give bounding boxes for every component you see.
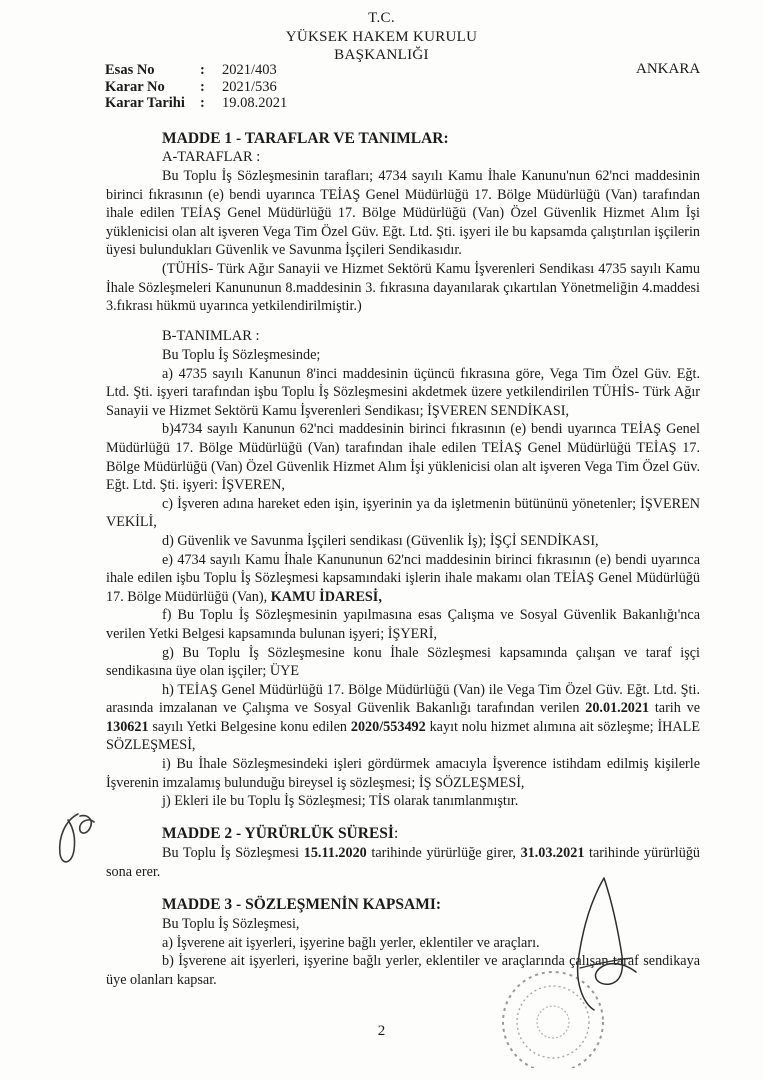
tarih-row [105,95,287,112]
definition-h-date: 20.01.2021 [585,700,650,717]
kapsam-a: a) İşverene ait işyerleri, işyerine bağlı yerler, eklentiler ve araçları. [162,934,540,951]
definition-h-number: 130621 [106,718,149,735]
madde1-title: MADDE 1 - TARAFLAR VE TANIMLAR: [162,130,449,147]
madde1-body [106,167,700,316]
kapsam-b: b) İşverene ait işyerleri, işyerine bağlı yerler, eklentiler ve araçlarında çalışan taraf sendikaya üye olanları kapsar. [106,953,700,988]
definition-e [106,551,700,607]
header-presidency: BAŞKANLIĞI [334,47,429,63]
karar-label: Karar No [105,78,165,95]
header-tc: T.C. [368,10,395,26]
madde2-title [162,825,398,843]
definition-d: d) Güvenlik ve Savunma İşçileri sendikası (Güvenlik İş); İŞÇİ SENDİKASI, [162,532,599,549]
taraflar-heading: A-TARAFLAR : [162,149,261,165]
tanimlar-intro: Bu Toplu İş Sözleşmesinde; [162,347,321,363]
madde2-body [106,844,700,881]
margin-initial-signature [48,806,108,872]
kapsam-intro: Bu Toplu İş Sözleşmesi, [162,916,300,932]
taraflar-paragraph: Bu Toplu İş Sözleşmesinin tarafları; 4734 sayılı Kamu İhale Kanunu'nun 62'nci maddesinin birinci fıkrasının (e) bendi uyarınca TEİAŞ Genel Müdürlüğü 17. Bölge Müdürlüğü (Van) tarafından ihale edilen TEİAŞ Genel Müdürlüğü 17. Bölge Müdürlüğü (Van) Özel Güvenlik Hizmet Alım İşi yüklenicisi olan alt işveren Vega Tim Özel Güv. Eğt. Ltd. Şti. işyeri ile bu kapsamda çalıştırılan işçilerin üyesi bulundukları Güvenlik ve Savunma İşçileri Sendikasıdır. [106,168,700,259]
definition-e-bold: KAMU İDARESİ, [267,588,382,605]
yururluk-text1: Bu Toplu İş Sözleşmesi [162,845,304,861]
page-number: 2 [377,1023,386,1039]
madde2-title-text: MADDE 2 - YÜRÜRLÜK SÜRESİ [162,825,394,842]
header-institution: YÜKSEK HAKEM KURULU [285,29,478,45]
definition-h-part1: h) TEİAŞ Genel Müdürlüğü 17. Bölge Müdürlüğü (Van) ile Vega Tim Özel Güv. Eğt. Ltd. Şti. arasında imzalanan ve Çalışma ve Sosyal Güvenlik Bakanlığı tarafından verilen [106,681,700,717]
yururluk-text3: tarihinde yürürlüğü sona erer. [106,845,701,880]
definition-h-part3: sayılı Yetki Belgesine konu edilen [148,718,351,735]
tarih-colon: : [200,95,205,111]
madde3-title: MADDE 3 - SÖZLEŞMENİN KAPSAMI: [162,896,442,913]
karar-value: 2021/536 [222,78,277,95]
definition-h-part4: kayıt nolu hizmet alımına ait sözleşme; İHALE SÖZLEŞMESİ, [106,718,700,754]
definition-g: g) Bu Toplu İş Sözleşmesine konu İhale Sözleşmesi kapsamında çalışan ve taraf işçi sendikasına üye olan işçiler; ÜYE [106,644,700,680]
definition-h-part2: tarih ve [649,700,701,717]
esas-value: 2021/403 [222,62,277,78]
esas-colon: : [200,62,205,78]
tarih-value: 19.08.2021 [222,95,288,111]
tuhis-paragraph: (TÜHİS- Türk Ağır Sanayii ve Hizmet Sektörü Kamu İşverenleri Sendikası 4735 sayılı Kamu İhale Sözleşmeleri Kanununun 8.maddesinin 3. fıkrasına dayanılarak çıkartılan Yönetmeliğin 4.maddesi 3.fıkrası hükmü uyarınca yetkilendirilmiştir.) [106,260,700,315]
madde3-body [106,915,700,989]
karar-row [105,79,287,96]
madde2-title-colon: : [393,825,399,842]
definition-h-record: 2020/553492 [350,718,426,735]
definition-i: i) Bu İhale Sözleşmesindeki işleri gördürmek amacıyla İşverence istihdam edilmiş kişilerle İşverenin imzalamış bulunduğu bireysel iş sözleşmesi; İŞ SÖZLEŞMESİ, [106,756,700,791]
case-meta [105,62,287,112]
yururluk-end-date: 31.03.2021 [520,845,585,861]
definition-f: f) Bu Toplu İş Sözleşmesinin yapılmasına esas Çalışma ve Sosyal Güvenlik Bakanlığı'nca verilen Yetki Belgesi kapsamında bulunan işyeri; İŞYERİ, [106,607,700,642]
yururluk-start-date: 15.11.2020 [303,845,367,861]
city-label: ANKARA [636,61,701,77]
tanimlar-heading: B-TANIMLAR : [162,328,260,344]
definition-a: a) 4735 sayılı Kanunun 8'inci maddesinin üçüncü fıkrasına göre, Vega Tim Özel Güv. Eğt. Ltd. Şti. işyeri tarafından işbu Toplu İş Sözleşmesini akdetmek üzere yetkilendirilen TÜHİS- Türk Ağır Sanayii ve Hizmet Sektörü Kamu İşverenleri Sendikası; İŞVEREN SENDİKASI, [106,365,700,419]
definition-h [106,681,700,755]
definition-c: c) İşveren adına hareket eden işin, işyerinin ya da işletmenin bütününü yönetenler; İŞVEREN VEKİLİ, [106,495,700,531]
tanimlar-body [106,346,700,811]
esas-row [105,62,287,79]
yururluk-paragraph [106,844,700,881]
karar-colon: : [200,78,205,95]
definition-b: b)4734 sayılı Kanunun 62'nci maddesinin birinci fıkrasının (e) bendi uyarınca TEİAŞ Genel Müdürlüğü 17. Bölge Müdürlüğü (Van) tarafından ihale edilen TEİAŞ Genel Müdürlüğü TEİAŞ 17. Bölge Müdürlüğü (Van) Özel Güvenlik Hizmet Alım İşi yüklenicisi olan alt işveren Vega Tim Özel Güv. Eğt. Ltd. Şti. işyeri: İŞVEREN, [106,421,700,494]
definition-j: j) Ekleri ile bu Toplu İş Sözleşmesi; TİS olarak tanımlanmıştır. [162,793,519,810]
definition-e-text: e) 4734 sayılı Kamu İhale Kanununun 62'nci maddesinin birinci fıkrasının (e) bendi uyarınca ihale edilen işbu Toplu İş Sözleşmesi kapsamındaki işlerin ihale makamı olan TEİAŞ Genel Müdürlüğü 17. Bölge Müdürlüğü (Van), [106,551,700,605]
tarih-label: Karar Tarihi [105,95,185,111]
esas-label: Esas No [105,62,155,78]
yururluk-text2: tarihinde yürürlüğe girer, [366,845,521,861]
